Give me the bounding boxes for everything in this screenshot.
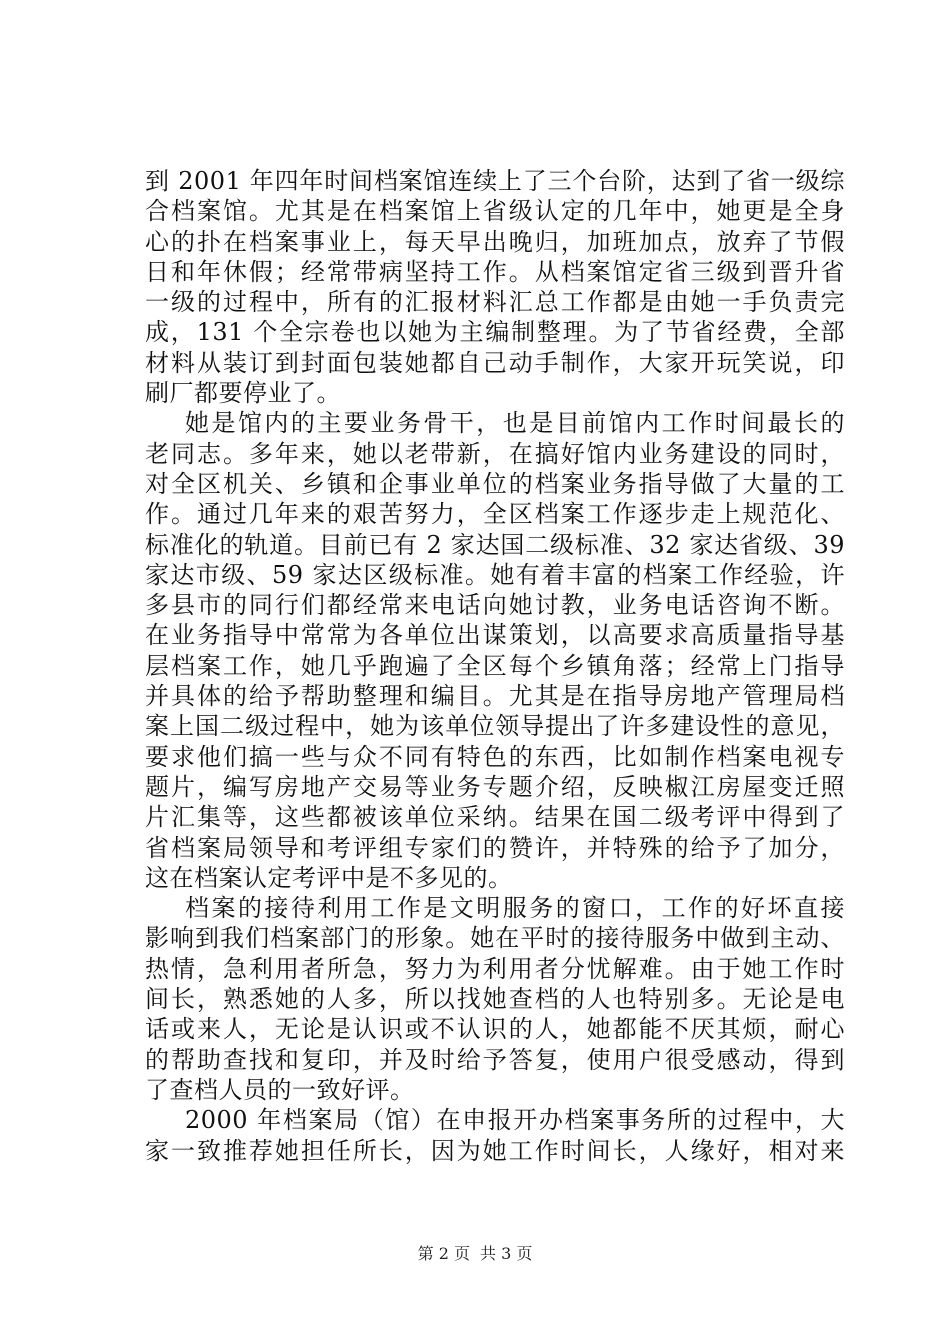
text-line: 影响到我们档案部门的形象。她在平时的接待服务中做到主动、 [145,924,845,953]
text-line: 要求他们搞一些与众不同有特色的东西，比如制作档案电视专 [145,742,845,771]
text-line: 2000 年档案局（馆）在申报开办档案事务所的过程中，大 [185,1106,845,1135]
text-line: 多县市的同行们都经常来电话向她讨教，业务电话咨询不断。 [145,591,845,620]
text-line: 这在档案认定考评中是不多见的。 [145,863,513,892]
text-line: 的帮助查找和复印，并及时给予答复，使用户很受感动，得到 [145,1045,845,1074]
text-line: 心的扑在档案事业上，每天早出晚归，加班加点，放弃了节假 [145,227,845,256]
text-line: 刷厂都要停业了。 [145,379,341,408]
text-line: 家一致推荐她担任所长，因为她工作时间长，人缘好，相对来 [145,1136,845,1165]
text-line: 对全区机关、乡镇和企事业单位的档案业务指导做了大量的工 [145,469,845,498]
text-line: 案上国二级过程中，她为该单位领导提出了许多建设性的意见， [145,712,845,741]
text-line: 热情，急利用者所急，努力为利用者分忧解难。由于她工作时 [145,954,845,983]
text-line: 档案的接待利用工作是文明服务的窗口，工作的好坏直接 [185,894,845,923]
text-line: 标准化的轨道。目前已有 2 家达国二级标准、32 家达省级、39 [145,530,845,559]
text-line: 在业务指导中常常为各单位出谋策划，以高要求高质量指导基 [145,621,845,650]
text-line: 层档案工作，她几乎跑遍了全区每个乡镇角落；经常上门指导 [145,651,845,680]
text-line: 并具体的给予帮助整理和编目。尤其是在指导房地产管理局档 [145,682,845,711]
text-line: 片汇集等，这些都被该单位采纳。结果在国二级考评中得到了 [145,803,845,832]
document-body [145,166,845,1166]
text-line: 她是馆内的主要业务骨干，也是目前馆内工作时间最长的 [185,409,845,438]
text-line: 省档案局领导和考评组专家们的赞许，并特殊的给予了加分， [145,833,845,862]
page-footer [0,1244,950,1264]
text-line: 了查档人员的一致好评。 [145,1075,415,1104]
text-line: 合档案馆。尤其是在档案馆上省级认定的几年中，她更是全身 [145,197,845,226]
text-line: 到 2001 年四年时间档案馆连续上了三个台阶，达到了省一级综 [145,167,845,195]
page-number: 第 2 页 [417,1244,470,1263]
page-total: 共 3 页 [480,1244,533,1263]
text-line: 日和年休假；经常带病坚持工作。从档案馆定省三级到晋升省 [145,257,845,286]
text-line: 老同志。多年来，她以老带新，在搞好馆内业务建设的同时， [145,439,845,468]
text-line: 一级的过程中，所有的汇报材料汇总工作都是由她一手负责完 [145,288,845,317]
text-line: 成，131 个全宗卷也以她为主编制整理。为了节省经费，全部 [145,318,845,347]
text-line: 间长，熟悉她的人多，所以找她查档的人也特别多。无论是电 [145,985,845,1014]
text-line: 材料从装订到封面包装她都自己动手制作，大家开玩笑说，印 [145,348,845,377]
text-line: 作。通过几年来的艰苦努力，全区档案工作逐步走上规范化、 [145,500,845,529]
text-line: 话或来人，无论是认识或不认识的人，她都能不厌其烦，耐心 [145,1015,845,1044]
text-line: 题片，编写房地产交易等业务专题介绍，反映椒江房屋变迁照 [145,772,845,801]
text-line: 家达市级、59 家达区级标准。她有着丰富的档案工作经验，许 [145,560,845,589]
